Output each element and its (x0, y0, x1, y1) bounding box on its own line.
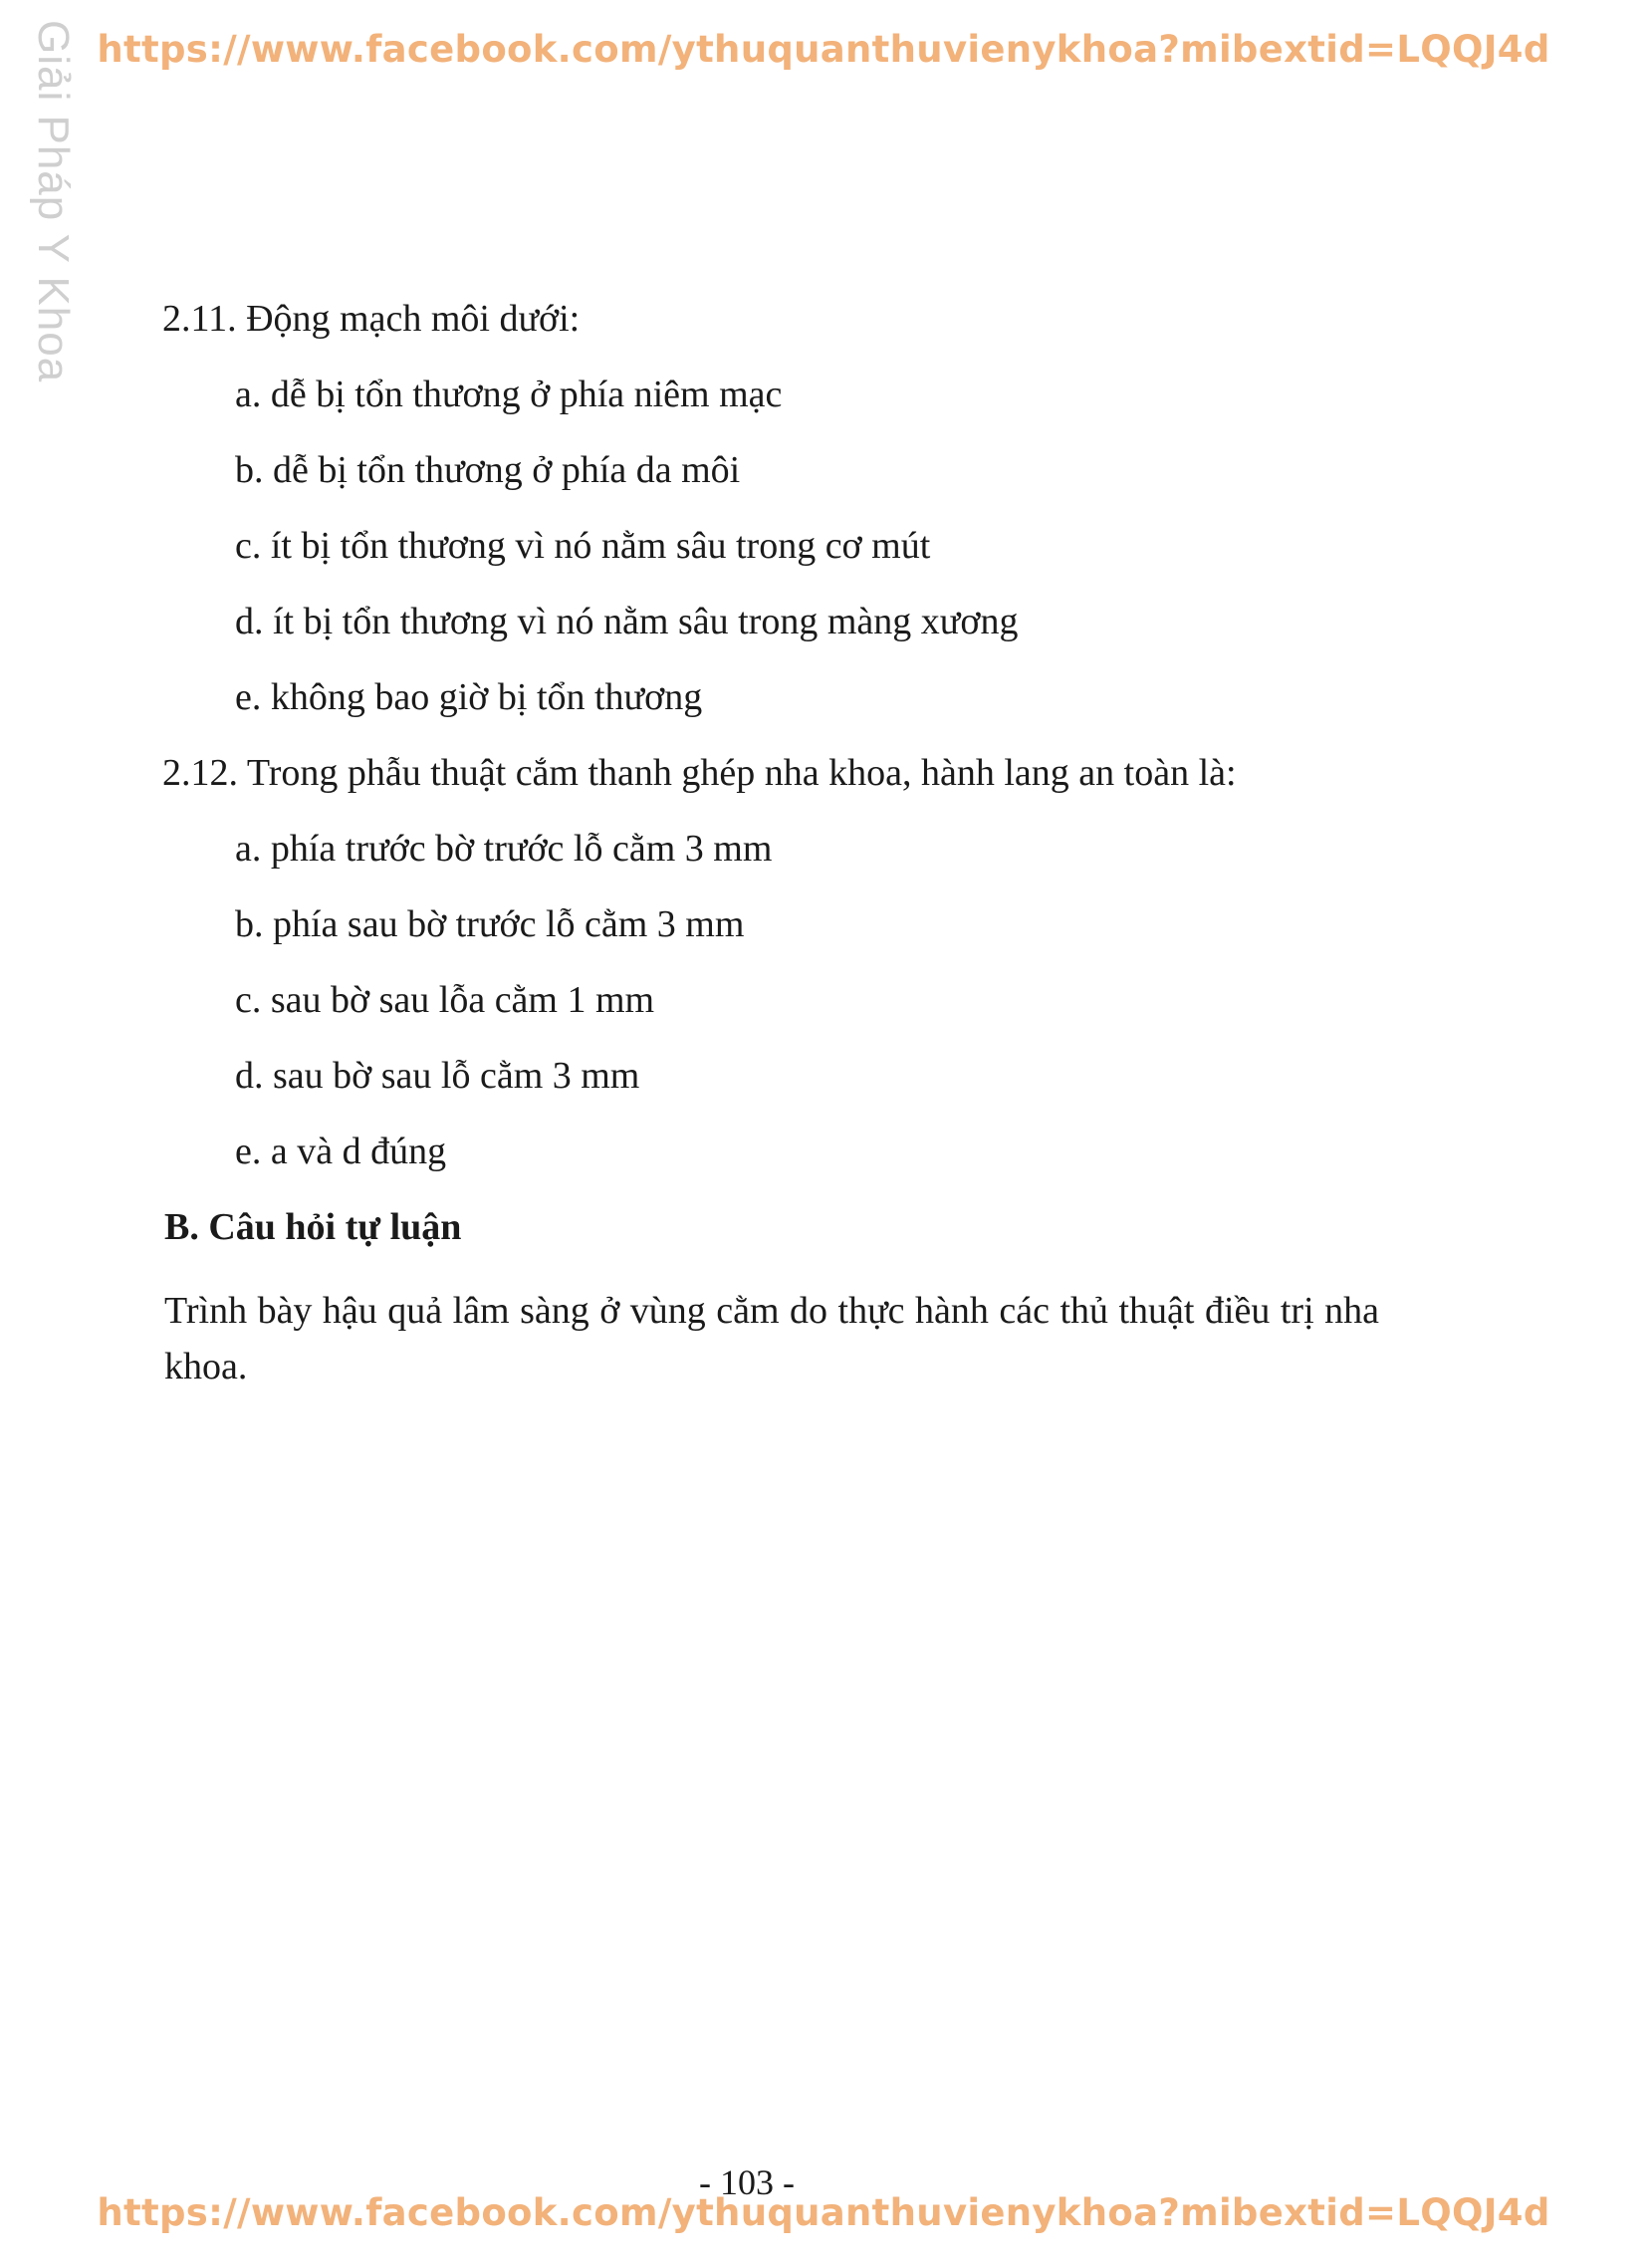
question-2-11-option-d: d. ít bị tổn thương vì nó nằm sâu trong màng xương (235, 601, 1019, 642)
question-2-11-option-c: c. ít bị tổn thương vì nó nằm sâu trong cơ mút (235, 525, 931, 567)
question-2-11-option-a: a. dễ bị tổn thương ở phía niêm mạc (235, 374, 783, 415)
watermark-url-bottom: https://www.facebook.com/ythuquanthuvienykhoa?mibextid=LQQJ4d (97, 2191, 1550, 2234)
side-watermark: Giải Pháp Y Khoa (29, 20, 78, 383)
section-b-heading: B. Câu hỏi tự luận (164, 1206, 462, 1248)
question-2-12-stem: 2.12. Trong phẫu thuật cắm thanh ghép nha khoa, hành lang an toàn là: (162, 752, 1237, 794)
question-2-11-option-b: b. dễ bị tổn thương ở phía da môi (235, 449, 741, 491)
page-number: - 103 - (699, 2162, 795, 2202)
question-2-12-option-a: a. phía trước bờ trước lỗ cằm 3 mm (235, 828, 773, 870)
watermark-url-top: https://www.facebook.com/ythuquanthuvienykhoa?mibextid=LQQJ4d (97, 28, 1550, 71)
question-2-12-option-e: e. a và d đúng (235, 1131, 447, 1172)
section-b-paragraph: Trình bày hậu quả lâm sàng ở vùng cằm do thực hành các thủ thuật điều trị nha khoa. (164, 1290, 1379, 1387)
question-2-11-stem: 2.11. Động mạch môi dưới: (162, 298, 581, 340)
question-2-11-option-e: e. không bao giờ bị tổn thương (235, 676, 703, 718)
question-2-12-option-b: b. phía sau bờ trước lỗ cằm 3 mm (235, 903, 745, 945)
question-2-12-option-d: d. sau bờ sau lỗ cằm 3 mm (235, 1055, 640, 1097)
question-2-12-option-c: c. sau bờ sau lỗa cằm 1 mm (235, 979, 655, 1021)
